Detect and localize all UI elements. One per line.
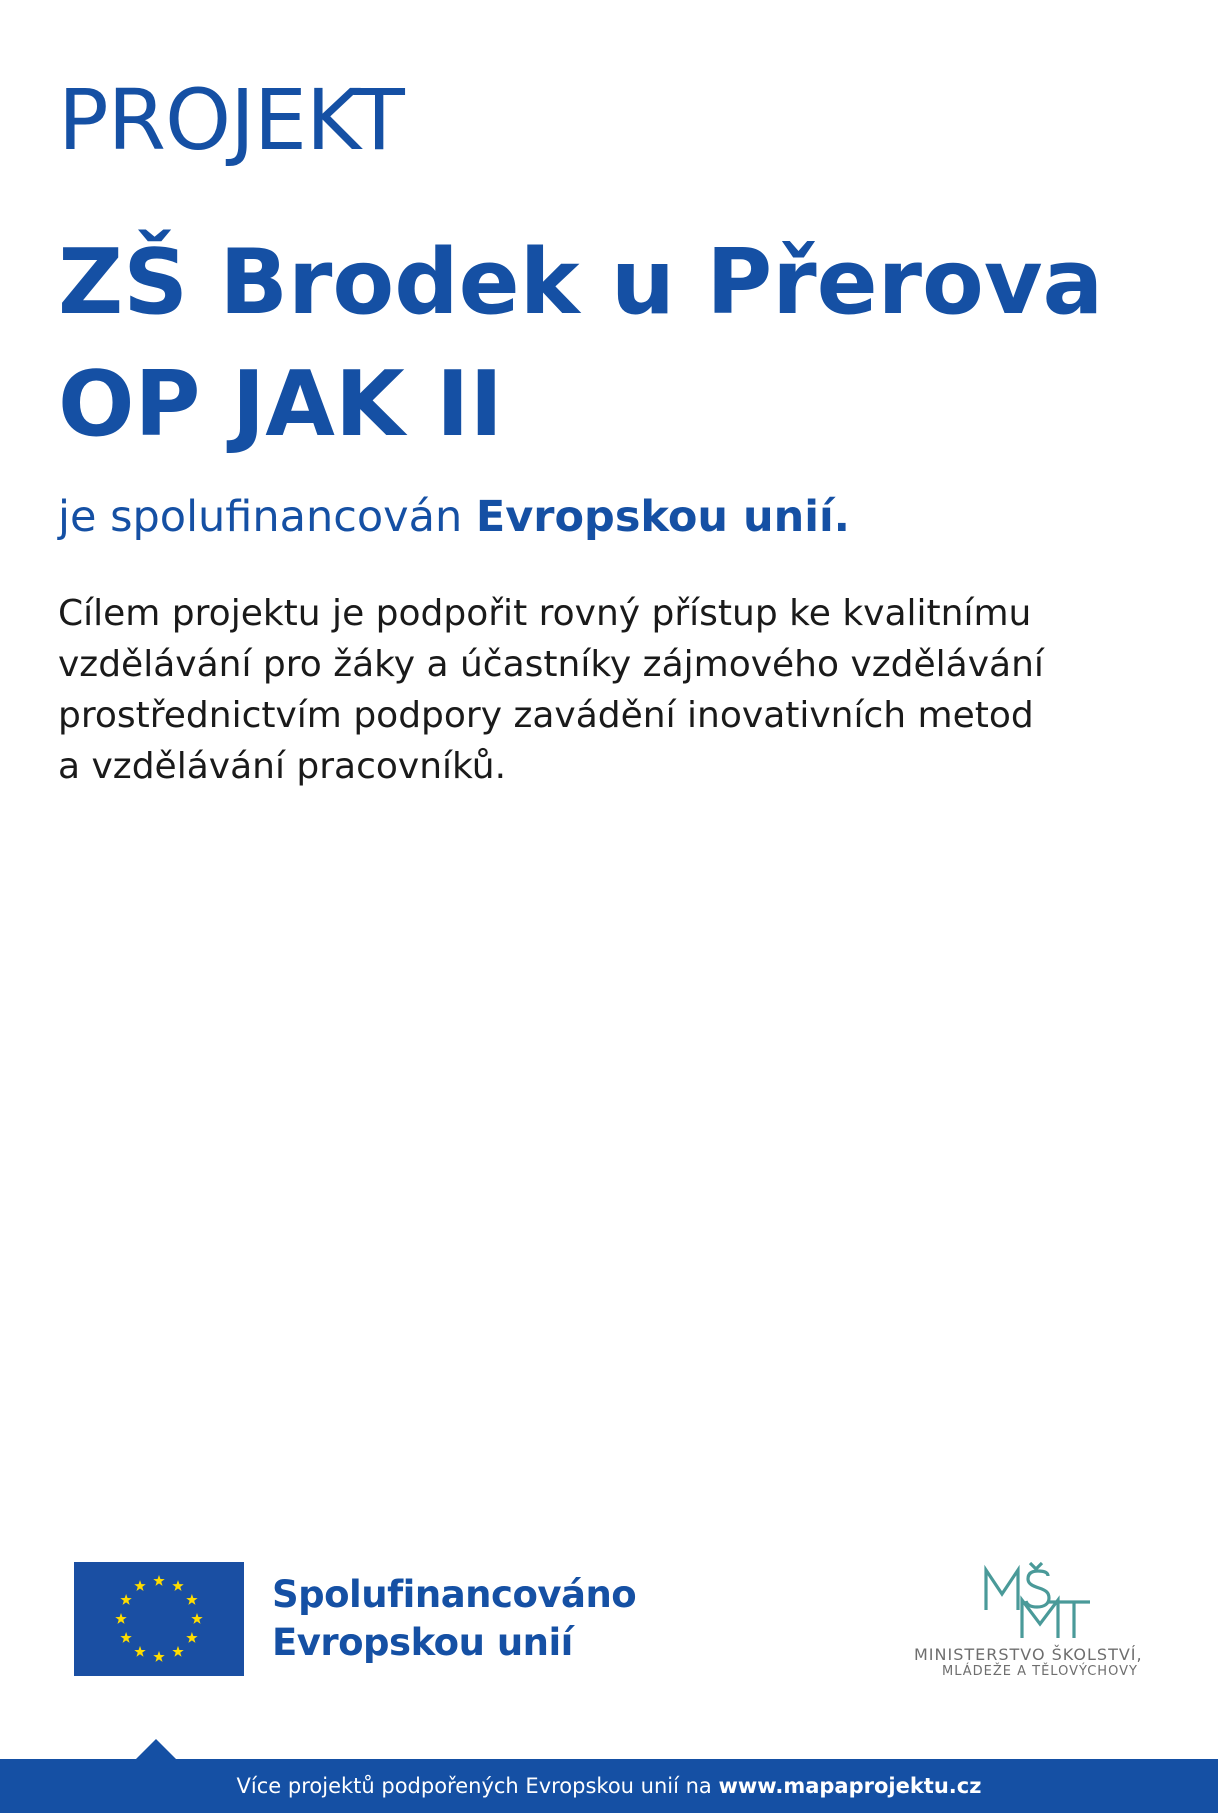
project-title-line: ZŠ Brodek u Přerova	[58, 230, 1104, 335]
eu-star-icon	[153, 1575, 164, 1586]
eu-star-icon	[153, 1651, 164, 1662]
eu-star-icon	[134, 1580, 145, 1591]
description-line: prostřednictvím podpory zavádění inovativních metod	[58, 695, 1034, 736]
eu-star-icon	[115, 1613, 126, 1624]
eu-flag-icon	[74, 1562, 244, 1676]
eu-star-icon	[172, 1580, 183, 1591]
msmt-mark-icon	[978, 1560, 1098, 1642]
footer-text	[0, 1759, 1218, 1813]
eu-star-icon	[191, 1613, 202, 1624]
project-title-line: OP JAK II	[58, 352, 503, 457]
eu-star-icon	[120, 1594, 131, 1605]
eu-star-icon	[120, 1632, 131, 1643]
footer-notch	[136, 1739, 176, 1759]
eu-star-icon	[134, 1646, 145, 1657]
cofinance-eu: Evropskou unií.	[475, 492, 851, 542]
project-kicker: PROJEKT	[58, 71, 404, 169]
footer-url-link[interactable]: www.mapaprojektu.cz	[718, 1774, 982, 1798]
project-title	[58, 222, 1103, 466]
description-line: a vzdělávání pracovníků.	[58, 746, 507, 787]
description-line: vzdělávání pro žáky a účastníky zájmového vzdělávání	[58, 644, 1044, 685]
description-line: Cílem projektu je podpořit rovný přístup ke kvalitnímu	[58, 593, 1032, 634]
msmt-name-line: MINISTERSTVO ŠKOLSTVÍ,	[914, 1645, 1143, 1664]
cofinance-prefix: je spolufinancován	[58, 492, 463, 542]
cofinance-statement	[58, 492, 850, 544]
footer-prefix: Více projektů podpořených Evropskou unií na	[236, 1774, 719, 1798]
eu-star-icon	[186, 1594, 197, 1605]
eu-cofinance-logo	[74, 1562, 636, 1676]
eu-star-icon	[186, 1632, 197, 1643]
eu-logo-line: Evropskou unií	[272, 1621, 573, 1664]
eu-star-icon	[172, 1646, 183, 1657]
eu-logo-line: Spolufinancováno	[272, 1573, 637, 1616]
eu-logo-text	[272, 1571, 636, 1667]
msmt-name-line: MLÁDEŽE A TĚLOVÝCHOVY	[942, 1664, 1138, 1679]
project-description	[58, 588, 1058, 792]
msmt-logo	[908, 1560, 1158, 1678]
